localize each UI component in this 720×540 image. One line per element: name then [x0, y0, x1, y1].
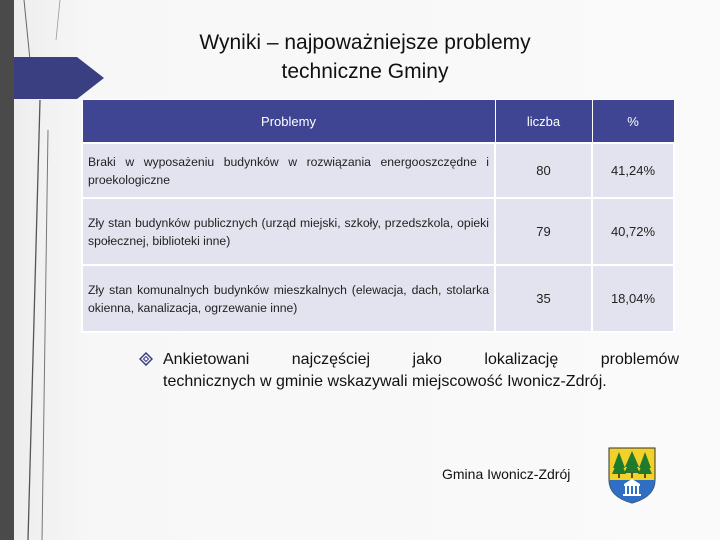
bullet-line-2: technicznych w gminie wskazywali miejscowość Iwonicz-Zdrój.	[163, 373, 607, 390]
diamond-bullet-icon	[139, 352, 153, 366]
row-percent: 40,72%	[592, 198, 674, 265]
page-title	[120, 28, 610, 86]
bullet-text	[163, 349, 679, 393]
title-line-2: techniczne Gminy	[281, 60, 449, 83]
table-row	[82, 265, 674, 332]
row-percent: 41,24%	[592, 143, 674, 198]
header-count: liczba	[495, 100, 592, 144]
title-line-1: Wyniki – najpoważniejsze problemy	[199, 31, 531, 54]
table-header-row	[82, 100, 674, 144]
table-row	[82, 143, 674, 198]
header-percent: %	[592, 100, 674, 144]
row-problem: Braki w wyposażeniu budynków w rozwiązania energooszczędne i proekologiczne	[82, 143, 495, 198]
problems-table	[81, 99, 675, 333]
row-percent: 18,04%	[592, 265, 674, 332]
municipality-caption: Gmina Iwonicz-Zdrój	[442, 466, 571, 482]
row-problem: Zły stan budynków publicznych (urząd miejski, szkoły, przedszkola, opieki społecznej, biblioteki inne)	[82, 198, 495, 265]
header-problem: Problemy	[82, 100, 495, 144]
coat-of-arms-icon	[607, 446, 657, 504]
table-row	[82, 198, 674, 265]
bullet-line-1: Ankietowani najczęściej jako lokalizację problemów	[163, 351, 679, 368]
summary-bullet	[139, 349, 679, 393]
row-count: 80	[495, 143, 592, 198]
row-count: 79	[495, 198, 592, 265]
row-problem: Zły stan komunalnych budynków mieszkalnych (elewacja, dach, stolarka okienna, kanalizacja, ogrzewanie inne)	[82, 265, 495, 332]
row-count: 35	[495, 265, 592, 332]
